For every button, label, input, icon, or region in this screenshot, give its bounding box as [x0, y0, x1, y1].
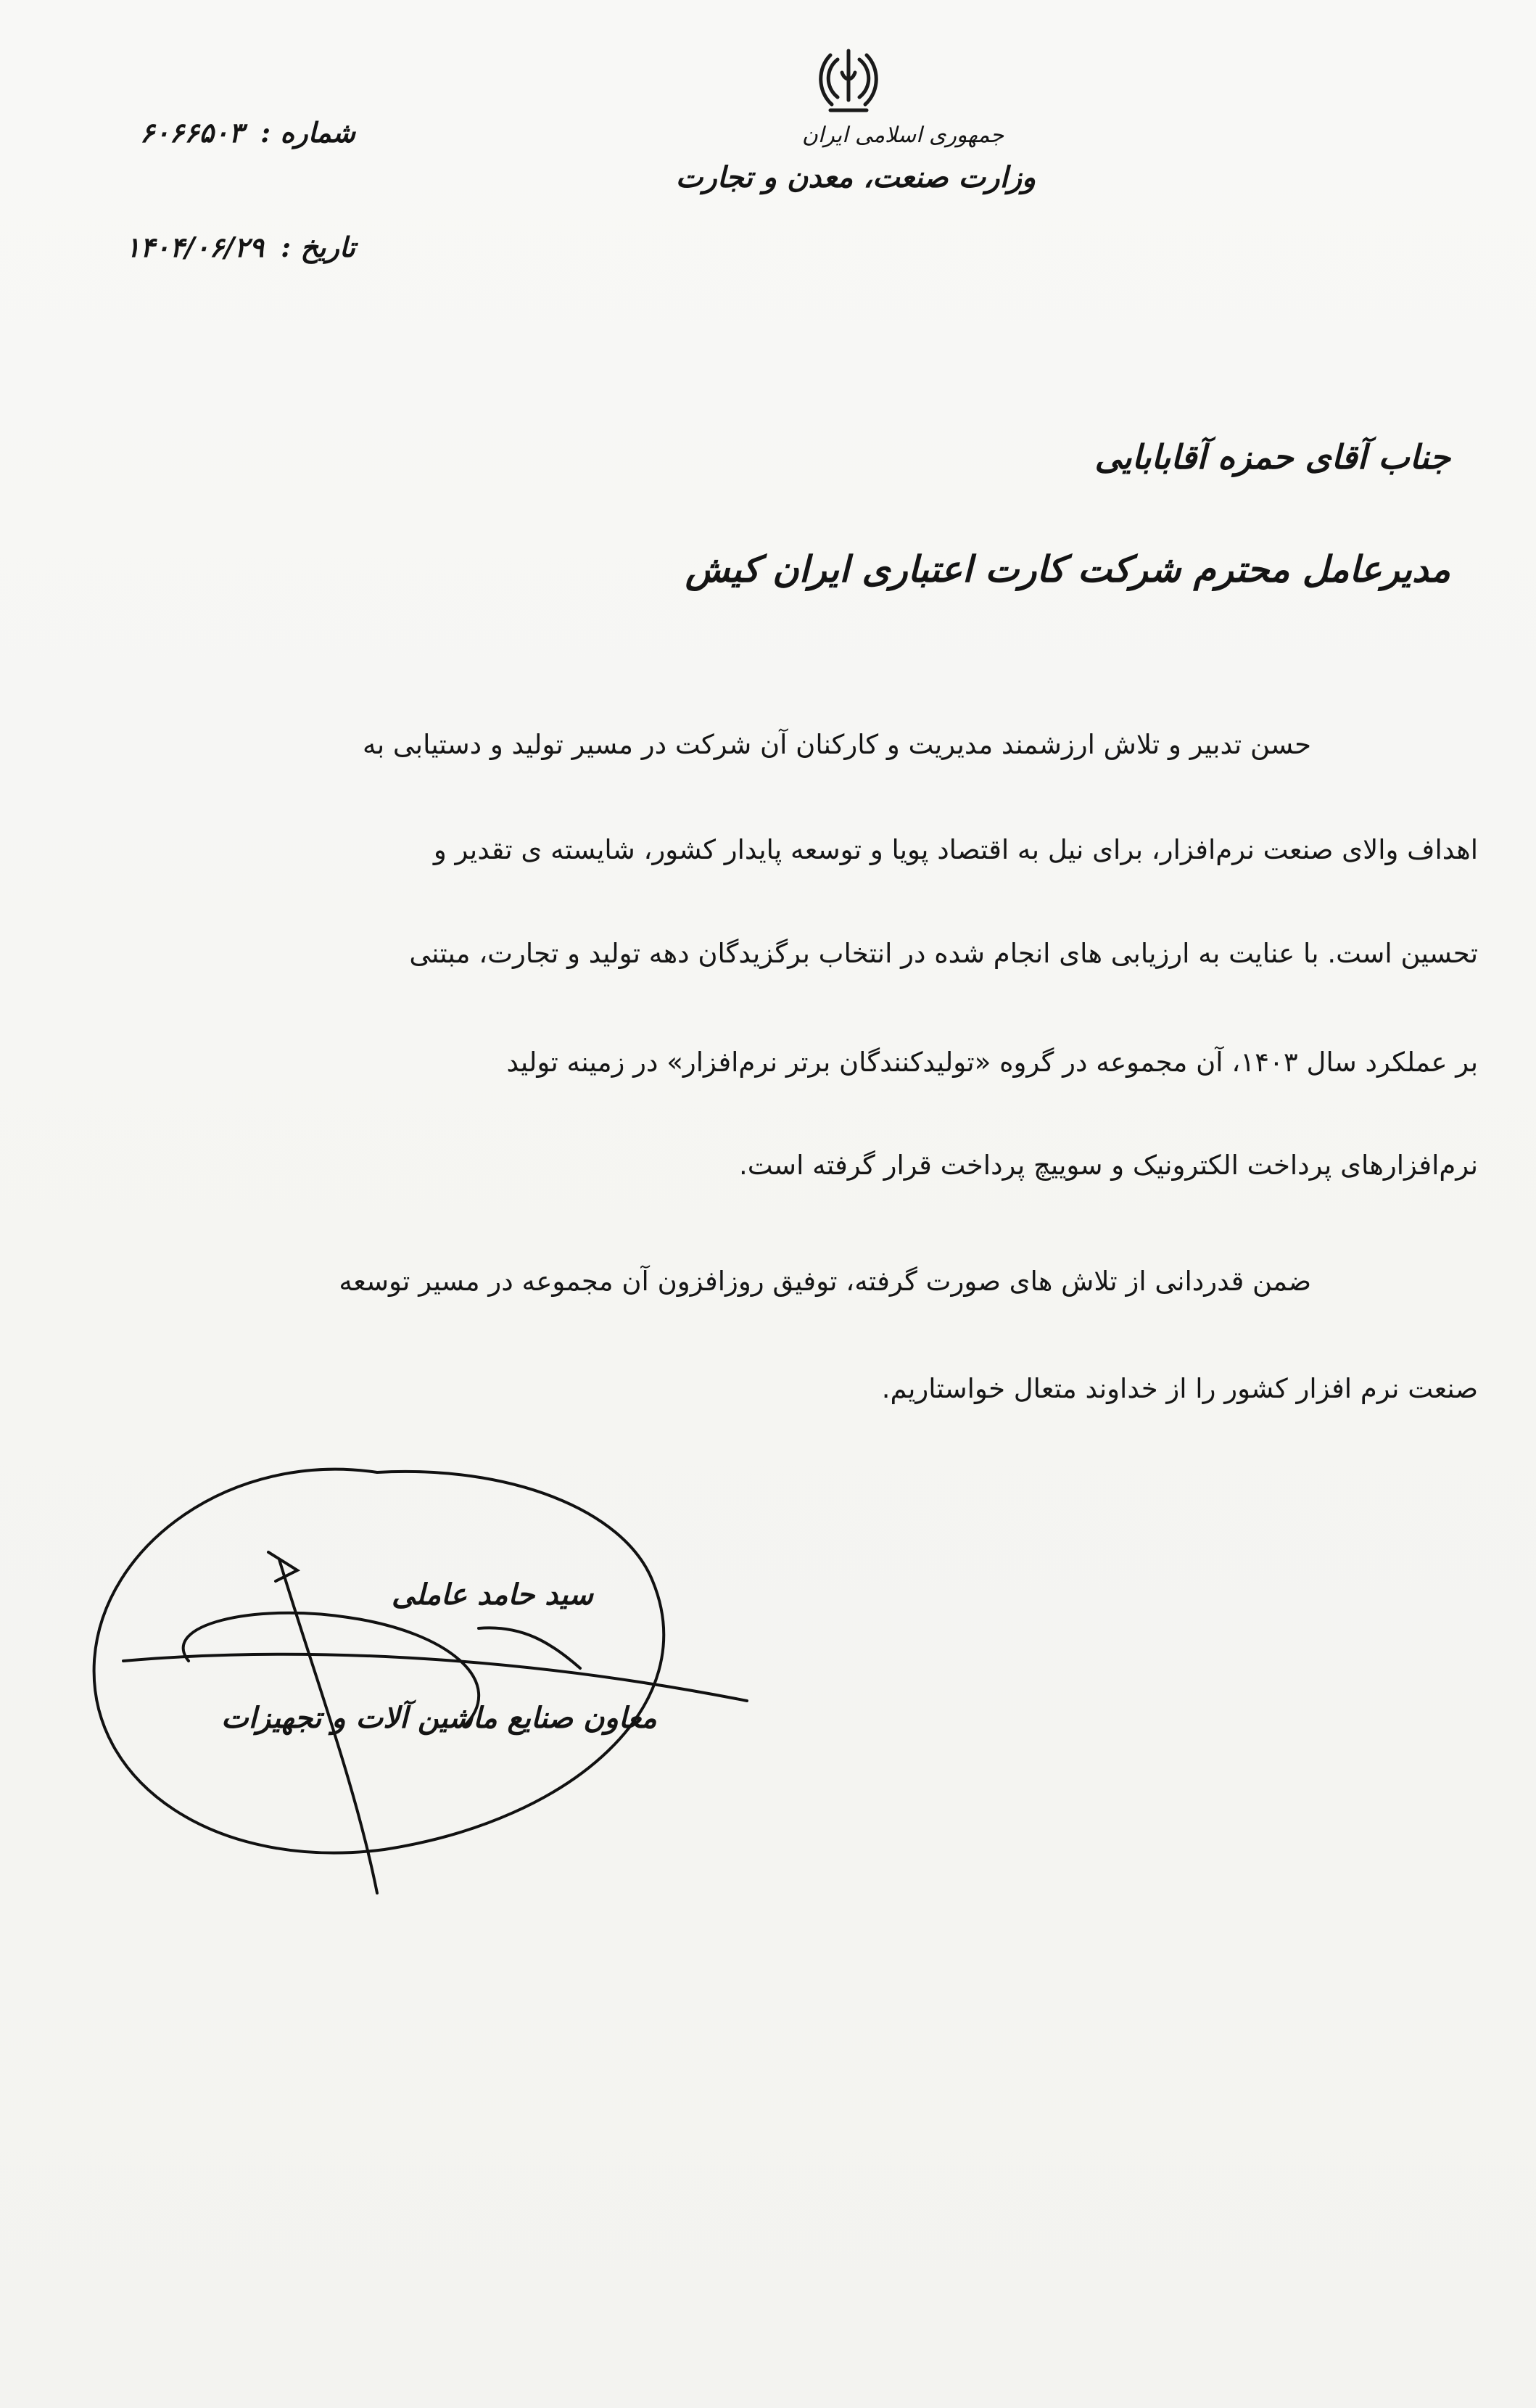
letter-number — [94, 116, 355, 149]
body-line: صنعت نرم افزار کشور را از خداوند متعال خواستاریم. — [881, 1373, 1478, 1404]
letter-date-label: تاریخ : — [281, 231, 355, 263]
body-line: حسن تدبیر و تلاش ارزشمند مدیریت و کارکنان آن شرکت در مسیر تولید و دستیابی به — [363, 729, 1311, 760]
handwritten-signature — [73, 1443, 783, 1937]
ministry-title: وزارت صنعت، معدن و تجارت — [675, 160, 1036, 194]
body-line: نرم‌افزارهای پرداخت الکترونیک و سوییچ پرداخت قرار گرفته است. — [738, 1150, 1478, 1181]
letter-number-value: ۶۰۶۶۵۰۳ — [139, 116, 244, 149]
republic-title: جمهوری اسلامی ایران — [801, 123, 1004, 148]
ministry-header — [674, 120, 1037, 198]
letter-number-label: شماره : — [260, 116, 355, 149]
body-line: ضمن قدردانی از تلاش های صورت گرفته، توفیق روزافزون آن مجموعه در مسیر توسعه — [339, 1266, 1311, 1297]
addressee-name: جناب آقای حمزه آقابابایی — [1094, 437, 1450, 477]
signer-title: معاون صنایع ماشین آلات و تجهیزات — [221, 1701, 657, 1735]
addressee-role: مدیرعامل محترم شرکت کارت اعتباری ایران کیش — [685, 548, 1450, 590]
signature-block — [73, 1443, 783, 1937]
signer-name: سید حامد عاملی — [392, 1578, 593, 1612]
iran-emblem-icon — [816, 44, 881, 123]
body-line: اهداف والای صنعت نرم‌افزار، برای نیل به اقتصاد پویا و توسعه پایدار کشور، شایسته ی تقدیر و — [433, 834, 1478, 865]
body-line: بر عملکرد سال ۱۴۰۳، آن مجموعه در گروه «تولیدکنندگان برتر نرم‌افزار» در زمینه تولید — [506, 1047, 1478, 1078]
letter-date — [94, 231, 355, 263]
body-line: تحسین است. با عنایت به ارزیابی های انجام شده در انتخاب برگزیدگان دهه تولید و تجارت، مبتنی — [409, 938, 1478, 969]
letter-date-value: ۱۴۰۴/۰۶/۲۹ — [125, 231, 264, 263]
